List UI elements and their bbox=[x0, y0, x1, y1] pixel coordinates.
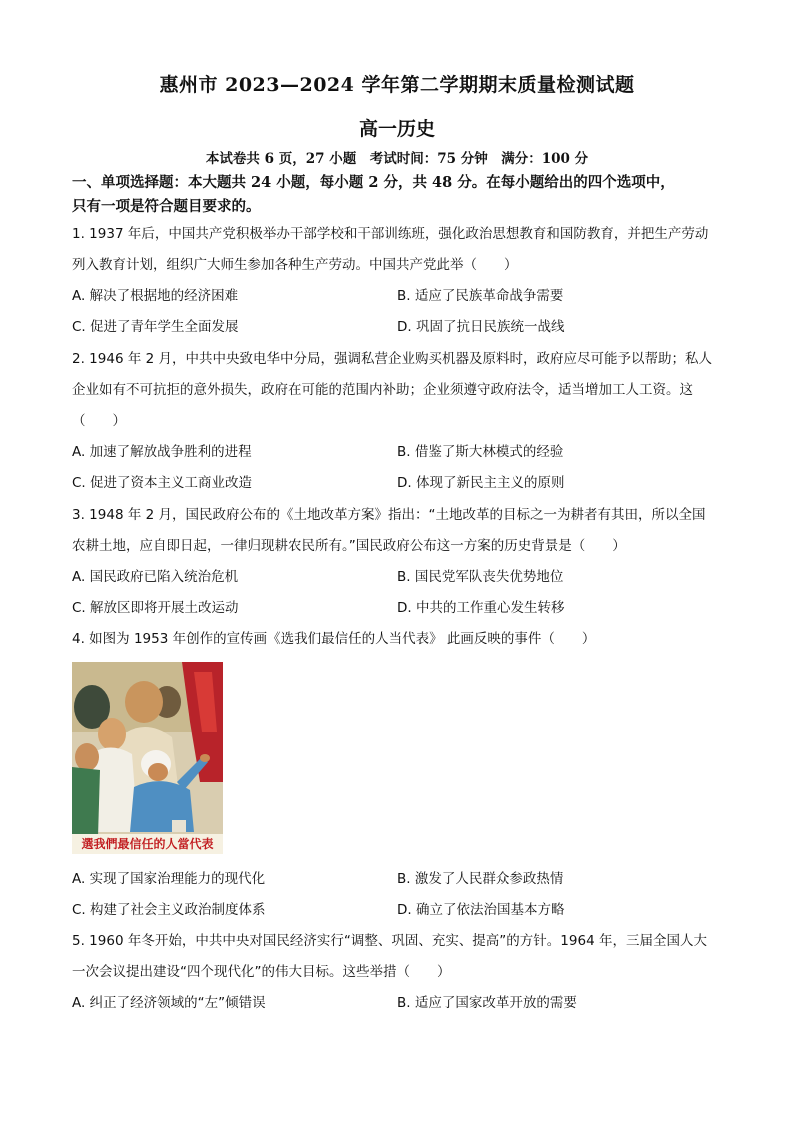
question-4-option-d: D. 确立了依法治国基本方略 bbox=[397, 902, 565, 918]
question-3-option-a: A. 国民政府已陷入统治危机 bbox=[72, 569, 239, 585]
question-1-option-d: D. 巩固了抗日民族统一战线 bbox=[397, 319, 565, 335]
poster-caption: 選我們最信任的人當代表 bbox=[81, 837, 214, 851]
question-1-option-b: B. 适应了民族革命战争需要 bbox=[397, 288, 564, 304]
question-1-option-c: C. 促进了青年学生全面发展 bbox=[72, 319, 239, 335]
question-3-option-d: D. 中共的工作重心发生转移 bbox=[397, 600, 565, 616]
question-2-line: 2. 1946 年 2 月，中共中央致电华中分局，强调私营企业购买机器及原料时，政府应尽可能予以帮助；私人 bbox=[72, 351, 712, 367]
question-4-option-c: C. 构建了社会主义政治制度体系 bbox=[72, 902, 266, 918]
question-4-line: 4. 如图为 1953 年创作的宣传画《选我们最信任的人当代表》 此画反映的事件（ ） bbox=[72, 631, 596, 647]
question-3-line: 农耕土地，应自即日起，一律归现耕农民所有。”国民政府公布这一方案的历史背景是（ ） bbox=[72, 538, 626, 554]
question-1-option-a: A. 解决了根据地的经济困难 bbox=[72, 288, 239, 304]
question-1-line: 列入教育计划，组织广大师生参加各种生产劳动。中国共产党此举（ ） bbox=[72, 257, 518, 273]
question-3-option-c: C. 解放区即将开展土改运动 bbox=[72, 600, 239, 616]
question-2-option-c: C. 促进了资本主义工商业改造 bbox=[72, 475, 253, 491]
question-4-option-a: A. 实现了国家治理能力的现代化 bbox=[72, 871, 266, 887]
question-4-option-b: B. 激发了人民群众参政热情 bbox=[397, 871, 564, 887]
exam-subject: 高一历史 bbox=[358, 118, 435, 140]
question-2-option-a: A. 加速了解放战争胜利的进程 bbox=[72, 444, 252, 460]
question-2-option-b: B. 借鉴了斯大林模式的经验 bbox=[397, 444, 564, 460]
question-5-line: 一次会议提出建设“四个现代化”的伟大目标。这些举措（ ） bbox=[72, 964, 451, 980]
question-2-line: （ ） bbox=[72, 413, 126, 429]
question-3-line: 3. 1948 年 2 月，国民政府公布的《土地改革方案》指出：“土地改革的目标之一为耕者有其田，所以全国 bbox=[72, 507, 706, 523]
section-heading-line: 只有一项是符合题目要求的。 bbox=[72, 198, 261, 215]
poster-illustration bbox=[72, 662, 223, 854]
exam-info: 本试卷共 6 页，27 小题 考试时间：75 分钟 满分：100 分 bbox=[205, 151, 589, 167]
question-5-line: 5. 1960 年冬开始，中共中央对国民经济实行“调整、巩固、充实、提高”的方针。1964 年，三届全国人大 bbox=[72, 933, 707, 949]
section-heading-line: 一、单项选择题：本大题共 24 小题，每小题 2 分，共 48 分。在每小题给出的四个选项中， bbox=[72, 174, 675, 191]
question-3-option-b: B. 国民党军队丧失优势地位 bbox=[397, 569, 564, 585]
question-2-line: 企业如有不可抗拒的意外损失，政府在可能的范围内补助；企业须遵守政府法令，适当增加工人工资。这 bbox=[72, 382, 693, 398]
section-heading bbox=[72, 171, 732, 219]
question-5-option-b: B. 适应了国家改革开放的需要 bbox=[397, 995, 577, 1011]
exam-title: 惠州市 2023—2024 学年第二学期期末质量检测试题 bbox=[159, 74, 635, 96]
question-1-line: 1. 1937 年后，中国共产党积极举办干部学校和干部训练班，强化政治思想教育和国防教育，并把生产劳动 bbox=[72, 226, 709, 242]
propaganda-poster-image bbox=[72, 662, 223, 854]
question-5-option-a: A. 纠正了经济领域的“左”倾错误 bbox=[72, 995, 266, 1011]
question-2-option-d: D. 体现了新民主主义的原则 bbox=[397, 475, 565, 491]
